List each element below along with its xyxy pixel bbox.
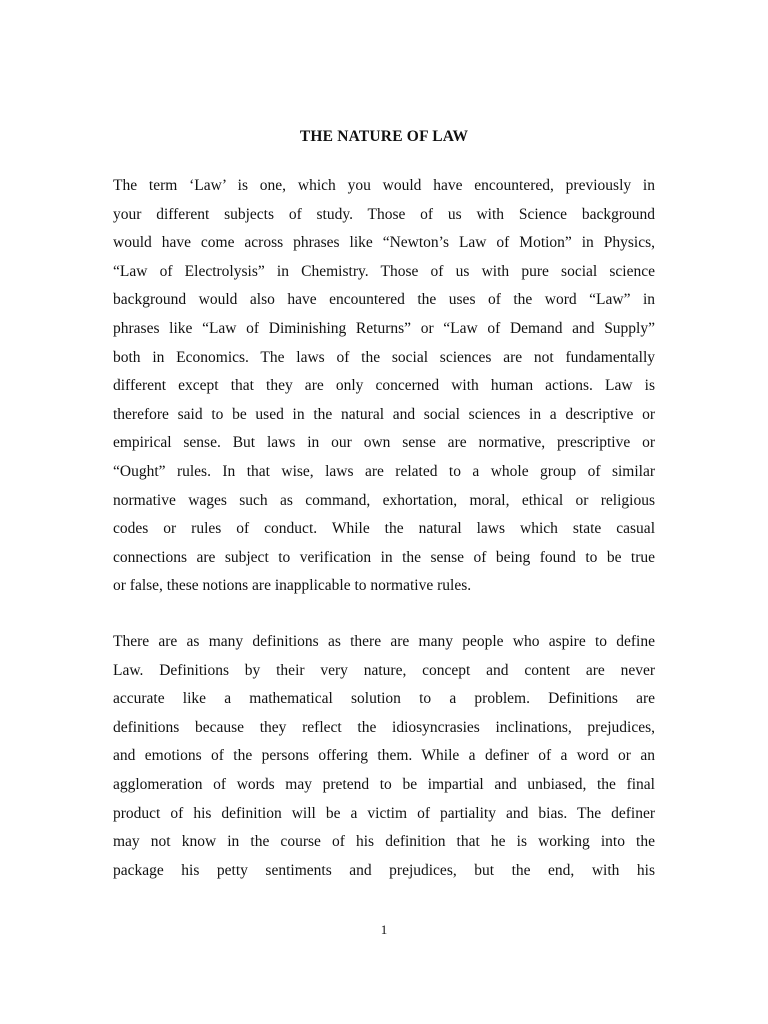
page-number: 1 [380, 922, 388, 937]
text-line: background would also have encountered the uses of the word “Law” in [113, 291, 655, 309]
text-line: There are as many definitions as there are many people who aspire to define [113, 633, 655, 650]
text-line: codes or rules of conduct. While the natural laws which state casual [113, 520, 655, 538]
text-line: would have come across phrases like “Newton’s Law of Motion” in Physics, [113, 234, 655, 252]
text-line: different except that they are only concerned with human actions. Law is [113, 377, 655, 395]
text-line: your different subjects of study. Those of us with Science background [113, 205, 655, 223]
paragraph-2 [113, 628, 655, 885]
text-line: therefore said to be used in the natural and social sciences in a descriptive or [113, 405, 655, 423]
paragraph-1 [113, 172, 655, 601]
text-line: accurate like a mathematical solution to a problem. Definitions are [113, 690, 655, 708]
text-line: definitions because they reflect the idiosyncrasies inclinations, prejudices, [113, 718, 655, 736]
text-line: The term ‘Law’ is one, which you would have encountered, previously in [113, 177, 655, 194]
text-line: may not know in the course of his definition that he is working into the [113, 833, 655, 851]
page-title: THE NATURE OF LAW [299, 128, 469, 145]
text-line: “Ought” rules. In that wise, laws are related to a whole group of similar [113, 462, 655, 480]
text-line: both in Economics. The laws of the social sciences are not fundamentally [113, 348, 655, 366]
text-line: “Law of Electrolysis” in Chemistry. Those of us with pure social science [113, 262, 655, 280]
text-line: product of his definition will be a victim of partiality and bias. The definer [113, 804, 655, 822]
text-line: connections are subject to verification in the sense of being found to be true [113, 548, 655, 566]
text-line: Law. Definitions by their very nature, concept and content are never [113, 661, 655, 679]
text-line: empirical sense. But laws in our own sense are normative, prescriptive or [113, 434, 655, 452]
text-line: agglomeration of words may pretend to be impartial and unbiased, the final [113, 775, 655, 793]
text-line: phrases like “Law of Diminishing Returns” or “Law of Demand and Supply” [113, 319, 655, 337]
text-line: normative wages such as command, exhortation, moral, ethical or religious [113, 491, 655, 509]
text-line: package his petty sentiments and prejudices, but the end, with his [113, 861, 655, 879]
text-line: and emotions of the persons offering them. While a definer of a word or an [113, 747, 655, 765]
text-line: or false, these notions are inapplicable to normative rules. [113, 577, 472, 595]
